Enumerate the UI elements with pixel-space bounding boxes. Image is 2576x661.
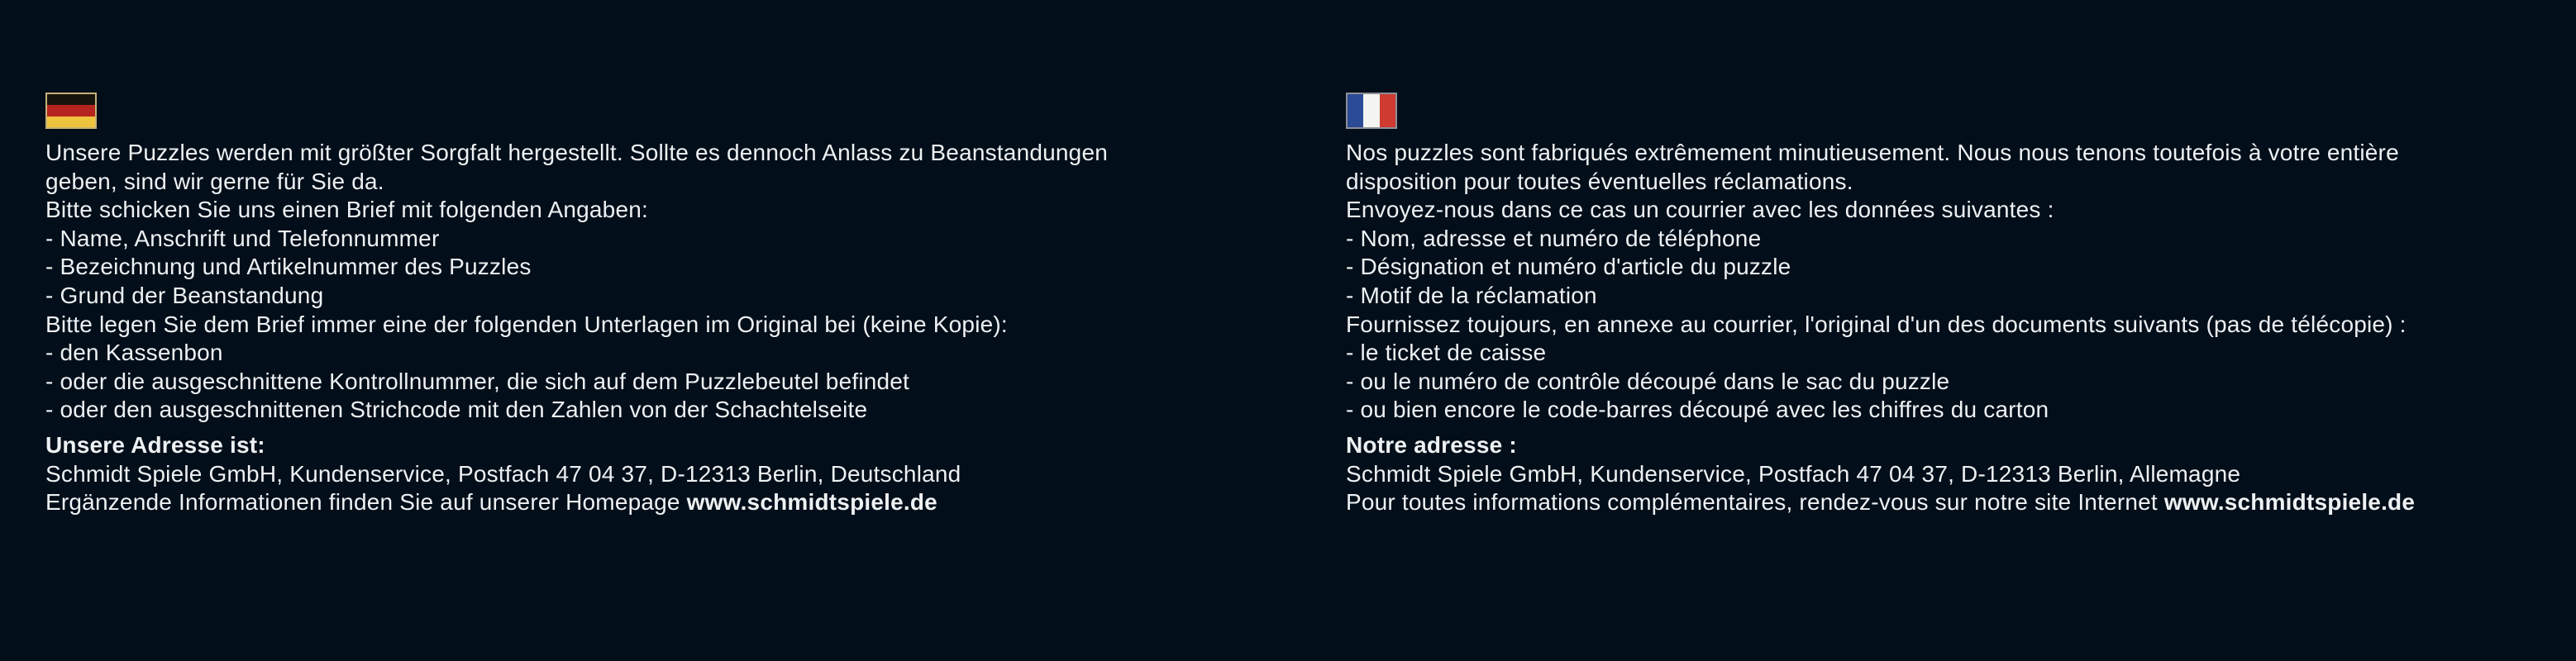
german-section	[45, 93, 1286, 517]
german-text-line: Bitte schicken Sie uns einen Brief mit folgenden Angaben:	[45, 197, 648, 223]
german-address-line: Schmidt Spiele GmbH, Kundenservice, Postfach 47 04 37, D-12313 Berlin, Deutschland	[45, 460, 961, 487]
german-text-line: geben, sind wir gerne für Sie da.	[45, 168, 384, 194]
germany-flag-gold-stripe	[47, 117, 95, 127]
french-section	[1346, 93, 2576, 517]
french-text-line: Envoyez-nous dans ce cas un courrier avec les données suivantes :	[1346, 197, 2054, 223]
germany-flag-black-stripe	[47, 94, 95, 105]
french-list-item: - Désignation et numéro d'article du puzzle	[1346, 254, 1791, 280]
german-list-item: - Name, Anschrift und Telefonnummer	[45, 225, 440, 251]
german-list-item: - oder den ausgeschnittenen Strichcode mit den Zahlen von der Schachtelseite	[45, 397, 868, 423]
french-list-item: - Motif de la réclamation	[1346, 282, 1597, 308]
france-flag-red-stripe	[1380, 94, 1395, 127]
french-list-item: - le ticket de caisse	[1346, 340, 1547, 366]
german-text-line: Unsere Puzzles werden mit größter Sorgfalt hergestellt. Sollte es dennoch Anlass zu Beanstandungen	[45, 140, 1108, 165]
german-list-item: - oder die ausgeschnittene Kontrollnummer, die sich auf dem Puzzlebeutel befindet	[45, 368, 910, 394]
french-list-item: - ou bien encore le code-barres découpé avec les chiffres du carton	[1346, 397, 2049, 423]
french-text-line: Nos puzzles sont fabriqués extrêmement minutieusement. Nous nous tenons toutefois à votre entière	[1346, 140, 2399, 165]
french-list-item: - Nom, adresse et numéro de téléphone	[1346, 225, 1762, 251]
german-list-item: - den Kassenbon	[45, 340, 223, 366]
french-text-line: Fournissez toujours, en annexe au courrier, l'original d'un des documents suivants (pas de télécopie) :	[1346, 311, 2407, 337]
german-homepage-line	[45, 488, 1286, 517]
german-list-item: - Grund der Beanstandung	[45, 282, 324, 308]
french-homepage-url: www.schmidtspiele.de	[2163, 489, 2416, 516]
german-text-line: Bitte legen Sie dem Brief immer eine der folgenden Unterlagen im Original bei (keine Kopie):	[45, 311, 1008, 337]
french-homepage-text: Pour toutes informations complémentaires, rendez-vous sur notre site Internet	[1346, 489, 2164, 516]
french-address-heading: Notre adresse :	[1346, 431, 1517, 458]
germany-flag-icon	[45, 93, 97, 129]
german-list-item: - Bezeichnung und Artikelnummer des Puzzles	[45, 254, 532, 280]
french-text-line: disposition pour toutes éventuelles réclamations.	[1346, 168, 1853, 194]
french-address-line: Schmidt Spiele GmbH, Kundenservice, Postfach 47 04 37, D-12313 Berlin, Allemagne	[1346, 460, 2241, 487]
france-flag-icon	[1346, 93, 1397, 129]
french-list-item: - ou le numéro de contrôle découpé dans le sac du puzzle	[1346, 368, 1950, 394]
french-homepage-line	[1346, 488, 2576, 517]
german-address-heading: Unsere Adresse ist:	[45, 431, 265, 458]
france-flag-white-stripe	[1363, 94, 1379, 127]
german-homepage-text: Ergänzende Informationen finden Sie auf unserer Homepage	[45, 489, 687, 516]
germany-flag-red-stripe	[47, 105, 95, 116]
france-flag-blue-stripe	[1348, 94, 1363, 127]
german-homepage-url: www.schmidtspiele.de	[686, 489, 937, 516]
